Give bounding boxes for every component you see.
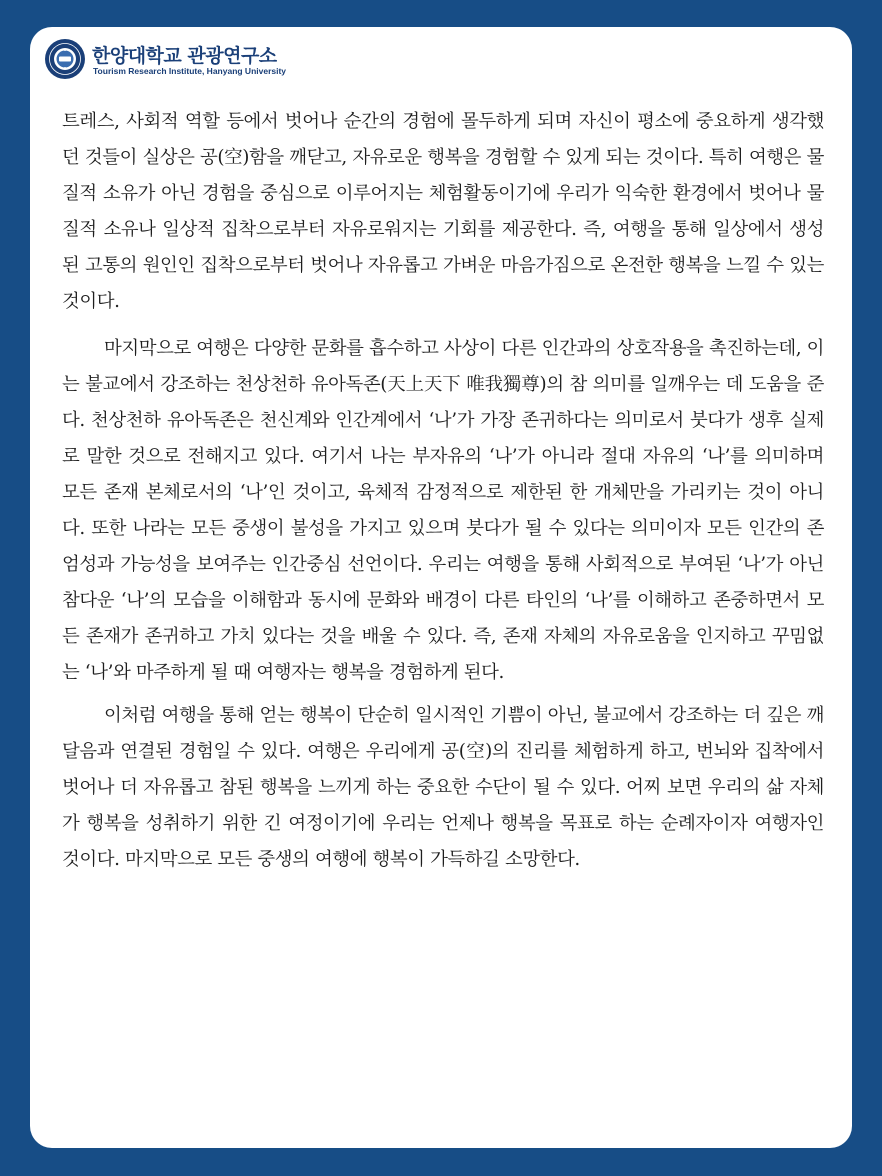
university-seal-icon [44,38,86,80]
institute-subtitle: Tourism Research Institute, Hanyang University [93,66,287,76]
article-body [62,104,824,884]
paragraph: 트레스, 사회적 역할 등에서 벗어나 순간의 경험에 몰두하게 되며 자신이 평소에 중요하게 생각했던 것들이 실상은 공(空)함을 깨닫고, 자유로운 행복을 경험할 수 있게 되는 것이다. 특히 여행은 물질적 소유가 아닌 경험을 중심으로 이루어지는 체험활동이기에 우리가 익숙한 환경에서 벗어나 물질적 소유나 일상적 집착으로부터 자유로워지는 기회를 제공한다. 즉, 여행을 통해 일상에서 생성된 고통의 원인인 집착으로부터 벗어나 자유롭고 가벼운 마음가짐으로 온전한 행복을 느낄 수 있는 것이다. [62,111,824,313]
page-card [30,27,852,1148]
institute-title: 한양대학교 관광연구소 [92,45,277,67]
paragraph: 이처럼 여행을 통해 얻는 행복이 단순히 일시적인 기쁨이 아닌, 불교에서 강조하는 더 깊은 깨달음과 연결된 경험일 수 있다. 여행은 우리에게 공(空)의 진리를 체험하게 하고, 번뇌와 집착에서 벗어나 더 자유롭고 참된 행복을 느끼게 하는 중요한 수단이 될 수 있다. 어찌 보면 우리의 삶 자체가 행복을 성취하기 위한 긴 여정이기에 우리는 언제나 행복을 목표로 하는 순례자이자 여행자인 것이다. 마지막으로 모든 중생의 여행에 행복이 가득하길 소망한다. [62,704,824,870]
paragraph: 마지막으로 여행은 다양한 문화를 흡수하고 사상이 다른 인간과의 상호작용을 촉진하는데, 이는 불교에서 강조하는 천상천하 유아독존(天上天下 唯我獨尊)의 참 의미를 일깨우는 데 도움을 준다. 천상천하 유아독존은 천신계와 인간계에서 ‘나’가 가장 존귀하다는 의미로서 붓다가 생후 실제로 말한 것으로 전해지고 있다. 여기서 나는 부자유의 ‘나’가 아니라 절대 자유의 ‘나’를 의미하며 모든 존재 본체로서의 ‘나’인 것이고, 육체적 감정적으로 제한된 한 개체만을 가리키는 것이 아니다. 또한 나라는 모든 중생이 불성을 가지고 있으며 붓다가 될 수 있다는 의미이자 모든 인간의 존엄성과 가능성을 보여주는 인간중심 선언이다. 우리는 여행을 통해 사회적으로 부여된 ‘나’가 아닌 참다운 ‘나’의 모습을 이해함과 동시에 문화와 배경이 다른 타인의 ‘나’를 이해하고 존중하면서 모든 존재가 존귀하고 가치 있다는 것을 배울 수 있다. 즉, 존재 자체의 자유로움을 인지하고 꾸밈없는 ‘나’와 마주하게 될 때 여행자는 행복을 경험하게 된다. [62,337,824,684]
